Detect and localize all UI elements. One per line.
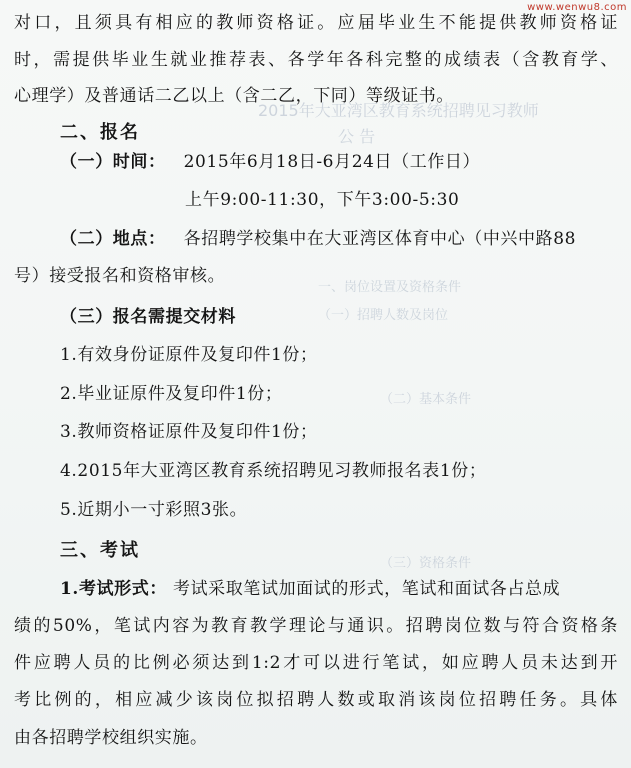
- exam-form-label: 1.考试形式：: [60, 579, 167, 599]
- bleed-line-1: 一、岗位设置及资格条件: [318, 280, 462, 295]
- para0-line-2: 时，需提供毕业生就业推荐表、各学年各科完整的成绩表（含教育学、: [14, 50, 618, 70]
- place-value: 各招聘学校集中在大亚湾区体育中心（中兴中路88: [183, 229, 577, 249]
- material-item-1: 1.有效身份证原件及复印件1份；: [60, 345, 318, 365]
- exam-form-row: [60, 578, 618, 600]
- site-watermark: www.wenwu8.com: [527, 2, 627, 13]
- place-value-2: 号）接受报名和资格审核。: [14, 266, 226, 286]
- bleed-line-2: （一）招聘人数及岗位: [318, 308, 449, 323]
- exam-line-2: 绩的50%，笔试内容为教育教学理论与通识。招聘岗位数与符合资格条: [14, 616, 618, 636]
- section-3-title: 三、考试: [60, 540, 140, 561]
- material-item-5: 5.近期小一寸彩照3张。: [60, 500, 248, 520]
- exam-form-text: 考试采取笔试加面试的形式，笔试和面试各占总成: [172, 579, 561, 599]
- section-2-title: 二、报名: [60, 122, 140, 143]
- exam-line-5: 由各招聘学校组织实施。: [14, 728, 208, 748]
- bleed-line-3: （二）基本条件: [380, 392, 472, 407]
- para0-line-3: 心理学）及普通话二乙以上（含二乙，下同）等级证书。: [14, 86, 454, 106]
- place-row: [60, 228, 576, 250]
- place-label: （二）地点：: [60, 229, 166, 249]
- material-item-4: 4.2015年大亚湾区教育系统招聘见习教师报名表1份；: [60, 461, 487, 481]
- materials-title: （三）报名需提交材料: [60, 307, 236, 327]
- bleed-title: 2015年大亚湾区教育系统招聘见习教师: [258, 101, 539, 120]
- time-value: 2015年6月18日-6月24日（工作日）: [183, 152, 481, 172]
- para0-line-1: 对口，且须具有相应的教师资格证。应届毕业生不能提供教师资格证: [14, 13, 618, 33]
- time-row: [60, 151, 480, 173]
- material-item-2: 2.毕业证原件及复印件1份；: [60, 384, 283, 404]
- bleed-line-4: （三）资格条件: [380, 556, 472, 571]
- exam-line-4: 考比例的，相应减少该岗位拟招聘人数或取消该岗位招聘任务。具体: [14, 690, 618, 710]
- time-label: （一）时间：: [60, 152, 166, 172]
- time-value-2: 上午9:00-11:30，下午3:00-5:30: [185, 190, 460, 210]
- exam-line-3: 件应聘人员的比例必须达到1:2才可以进行笔试，如应聘人员未达到开: [14, 653, 618, 673]
- bleed-notice: 公 告: [338, 127, 376, 146]
- material-item-3: 3.教师资格证原件及复印件1份；: [60, 422, 318, 442]
